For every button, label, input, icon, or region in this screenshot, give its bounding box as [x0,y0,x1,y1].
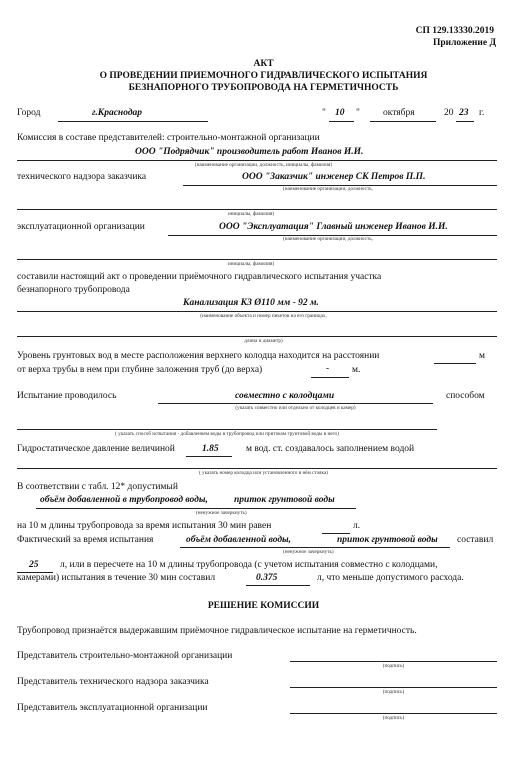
supervision-caption-2: инициалы, фамилия) [228,211,275,217]
pressure-label: Гидростатическое давление величиной [17,444,175,454]
actual-line-5: камерами) испытания в течение 30 мин составил [17,573,216,583]
allowed-line [36,508,356,509]
city-value: г.Краснодар [92,108,143,118]
method-caption-2: ( указать способ испытания - добавлением воды в трубопровод или притоком грунтовой воды в него) [115,431,339,437]
sign-builder-label: Представитель строительно-монтажной организации [17,651,233,661]
depth-line [311,377,349,378]
actual-amount: 25 [29,560,39,570]
actual-tail: составил [457,535,494,545]
doc-subtitle-1: О ПРОВЕДЕНИИ ПРИЕМОЧНОГО ГИДРАВЛИЧЕСКОГО ИСПЫТАНИЯ [99,71,428,81]
groundwater-unit-2: м. [352,365,361,375]
year-line [456,121,474,122]
commission-intro: Комиссия в составе представителей: строительно-монтажной организации [17,133,320,143]
standard-code: СП 129.13330.2019 [415,26,494,36]
quote-close: " [356,108,360,118]
method-tail: способом [446,391,485,401]
object-caption: (наименование объекта и номер пикетов на его границах, [200,313,327,319]
object-line-2 [17,336,497,337]
supervision-line-2 [17,209,497,210]
allowed-unit: л. [353,521,361,531]
builder-line [17,160,497,161]
month-value: октября [383,108,415,118]
day-line [329,121,354,122]
operator-line-2 [17,259,497,260]
pressure-line [186,456,232,457]
per10-line [246,585,310,586]
per10-value: 0.375 [256,573,278,583]
sign-operator-caption: (подпись) [382,715,405,721]
sign-builder-line [290,661,497,662]
supervision-label: технического надзора заказчика [17,172,147,182]
sign-supervision-caption: (подпись) [382,689,405,695]
method-line-2 [17,429,437,430]
method-line [158,403,433,404]
actual-line-5-tail: л, что меньше допустимого расхода. [317,573,464,583]
depth-value: - [326,364,330,374]
pressure-line-2 [17,468,497,469]
doc-title: АКТ [253,59,274,69]
year-abbr: г. [479,108,485,118]
sign-operator-line [290,713,497,714]
method-label: Испытание проводилось [17,391,117,401]
city-label: Город [17,108,41,118]
month-line [370,121,436,122]
allowed-value-1: объём добавленной в трубопровод воды, [40,495,208,505]
actual-label: Фактический за время испытания [17,535,154,545]
builder-value: ООО "Подрядчик" производитель работ Иванов И.И. [135,147,364,157]
doc-subtitle-2: БЕЗНАПОРНОГО ТРУБОПРОВОДА НА ГЕРМЕТИЧНОСТЬ [128,83,399,93]
groundwater-distance-line [434,363,476,364]
decision-heading: РЕШЕНИЕ КОМИССИИ [207,601,320,611]
actual-value-1: объём добавленной воды, [186,535,292,545]
actual-value-2: приток грунтовой воды [337,535,438,545]
object-value: Канализация К3 Ø110 мм - 92 м. [183,298,319,308]
groundwater-line-2: от верха трубы в нем при глубине заложения труб (до верха) [17,365,263,375]
operator-label: эксплуатационной организации [17,222,145,232]
pressure-value: 1.85 [202,444,219,454]
allowed-line-1: В соответствии с табл. 12* допустимый [17,482,178,492]
actual-caption: (ненужное зачеркнуть) [283,549,334,555]
day-value: 10 [335,108,345,118]
groundwater-unit-1: м [479,351,486,361]
act-line-2: безнапорного трубопровода [17,285,130,295]
operator-value: ООО "Эксплуатация" Главный инженер Иванов И.И. [219,222,448,232]
sign-builder-caption: (подпись) [382,663,405,669]
year-prefix: 20 [444,108,454,118]
year-value: 23 [459,108,469,118]
actual-line [180,547,450,548]
object-line [17,311,497,312]
allowed-caption: (ненужное зачеркнуть) [196,510,247,516]
method-value: совместно с колодцами [235,391,335,401]
supervision-caption: (наименование организации, должность, [283,186,373,192]
method-caption: (указать совместно или отдельно от колодцев и камер) [235,405,356,411]
supervision-value: ООО "Заказчик" инженер СК Петров П.П. [242,172,426,182]
allowed-value-2: приток грунтовой воды [234,495,335,505]
sign-supervision-line [290,687,497,688]
quote-open: " [322,108,326,118]
actual-line-4: л, или в пересчете на 10 м длины трубопровода (с учетом испытания совместно с колодцами, [60,560,438,570]
act-line-1: составили настоящий акт о проведении приёмочного гидравлического испытания участка [17,272,382,282]
operator-caption: (наименование организации, должность, [283,236,373,242]
sign-supervision-label: Представитель технического надзора заказчика [17,677,209,687]
allowed-value-line [322,533,350,534]
decision-text: Трубопровод признаётся выдержавшим приёмочное гидравлическое испытание на герметичность. [17,626,417,636]
object-caption-2: длина и диаметр) [244,338,283,344]
pressure-caption: ( указать номер колодца или установленного в нём стояка) [199,470,328,476]
pressure-tail: м вод. ст. создавалось заполнением водой [246,444,415,454]
groundwater-line-1: Уровень грунтовых вод в месте расположения верхнего колодца находится на расстоянии [17,351,380,361]
allowed-line-2: на 10 м длины трубопровода за время испытания 30 мин равен [17,521,272,531]
appendix-label: Приложение Д [432,38,496,48]
operator-caption-2: инициалы, фамилия) [228,261,275,267]
city-line [58,121,208,122]
builder-caption: (наименование организации, должность, инициалы, фамилия) [194,162,333,168]
sign-operator-label: Представитель эксплуатационной организации [17,703,208,713]
